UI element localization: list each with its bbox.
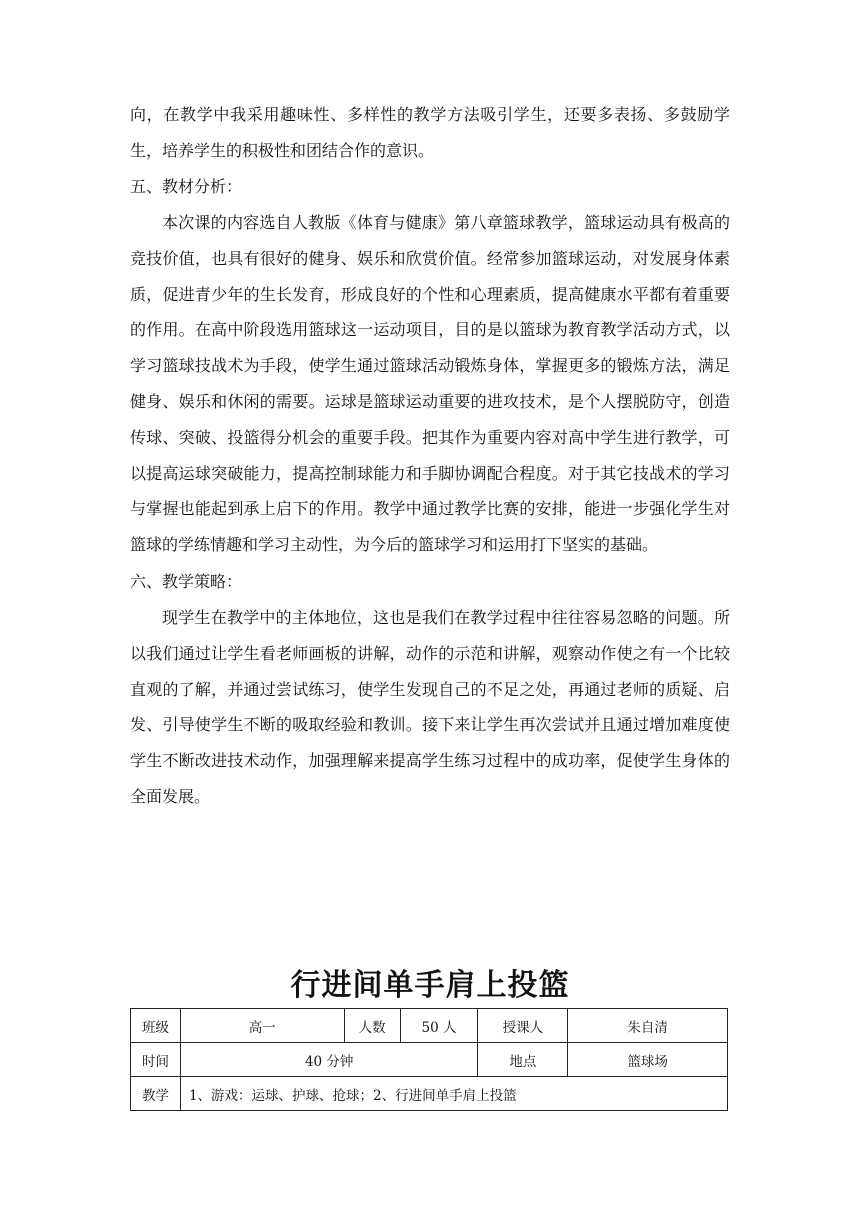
paragraph-textbook-analysis: 本次课的内容选自人教版《体育与健康》第八章篮球教学，篮球运动具有极高的竞技价值，也具有很好的健身、娱乐和欣赏价值。经常参加篮球运动，对发展身体素质，促进青少年的生长发育，形成良好的个性和心理素质，提高健康水平都有着重要的作用。在高中阶段选用篮球这一运动项目，目的是以篮球为教育教学活动方式，以学习篮球技战术为手段，使学生通过篮球活动锻炼身体，掌握更多的锻炼方法，满足健身、娱乐和休闲的需要。运球是篮球运动重要的进攻技术，是个人摆脱防守，创造传球、突破、投篮得分机会的重要手段。把其作为重要内容对高中学生进行教学，可以提高运球突破能力，提高控制球能力和手脚协调配合程度。对于其它技战术的学习与掌握也能起到承上启下的作用。教学中通过教学比赛的安排，能进一步强化学生对篮球的学练情趣和学习主动性，为今后的篮球学习和运用打下坚实的基础。: [130, 213, 730, 555]
lesson-info-table: [130, 1008, 728, 1111]
teacher-label: 授课人: [478, 1009, 568, 1043]
table-row: [131, 1009, 728, 1043]
class-label: 班级: [131, 1009, 181, 1043]
paragraph-teaching-strategy: 现学生在教学中的主体地位，这也是我们在教学过程中往往容易忽略的问题。所以我们通过让学生看老师画板的讲解，动作的示范和讲解，观察动作使之有一个比较直观的了解，并通过尝试练习，使学生发现自己的不足之处，再通过老师的质疑、启发、引导使学生不断的吸取经验和教训。接下来让学生再次尝试并且通过增加难度使学生不断改进技术动作，加强理解来提高学生练习过程中的成功率，促使学生身体的全面发展。: [130, 608, 730, 806]
lesson-title: 行进间单手肩上投篮: [290, 968, 570, 1003]
time-value: 40 分钟: [180, 1043, 477, 1077]
paragraph-intro: 向，在教学中我采用趣味性、多样性的教学方法吸引学生，还要多表扬、多鼓励学生，培养学生的积极性和团结合作的意识。: [130, 105, 730, 160]
heading-teaching-strategy: 六、教学策略：: [130, 572, 243, 591]
table-row: [131, 1077, 728, 1111]
table-row: [131, 1043, 728, 1077]
heading-textbook-analysis: 五、教材分析：: [130, 177, 243, 196]
count-label: 人数: [344, 1009, 400, 1043]
class-value: 高一: [180, 1009, 344, 1043]
place-label: 地点: [478, 1043, 568, 1077]
content-value: 1、游戏：运球、护球、抢球；2、行进间单手肩上投篮: [180, 1077, 727, 1111]
time-label: 时间: [131, 1043, 181, 1077]
content-label: 教学: [131, 1077, 181, 1111]
place-value: 篮球场: [568, 1043, 728, 1077]
count-value: 50 人: [400, 1009, 478, 1043]
teacher-value: 朱自清: [568, 1009, 728, 1043]
